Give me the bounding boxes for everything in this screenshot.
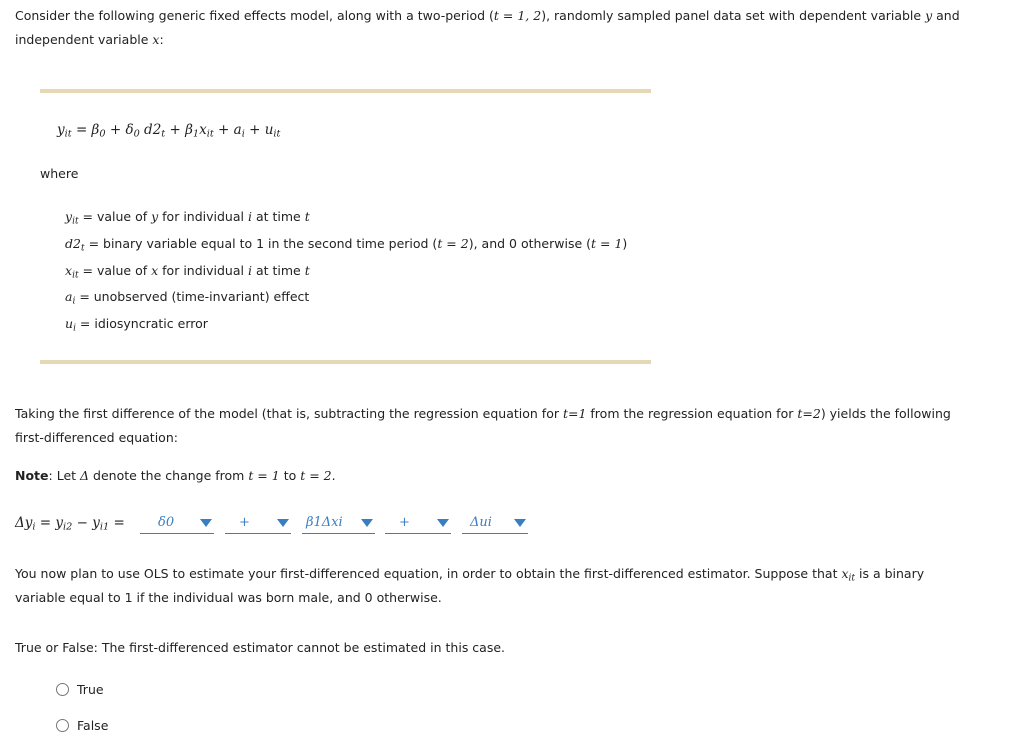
def-text-2: ), and 0 otherwise ( <box>468 236 592 251</box>
def-text: = unobserved (time-invariant) effect <box>75 289 310 304</box>
note-label: Note <box>15 468 49 483</box>
def-symbol: $d2_t$ <box>65 236 85 254</box>
y-symbol: y <box>925 8 933 23</box>
top-rule <box>40 89 651 93</box>
eq-subscript: i <box>241 128 245 140</box>
diff-text: Taking the first difference of the model (that is, subtracting the regression equation for <box>15 406 563 421</box>
def-t: t <box>304 209 310 224</box>
dropdown-operator-2[interactable] <box>385 512 451 534</box>
note <box>15 464 1005 488</box>
dropdown-value: δ0 <box>158 515 175 530</box>
def-cond-1: t = 2 <box>437 236 469 251</box>
note-text-3: to <box>279 468 301 483</box>
eq-term: + u <box>244 122 274 138</box>
note-to: t = 2 <box>300 468 332 483</box>
x-symbol: x <box>152 32 160 47</box>
eq-term: y <box>57 122 65 138</box>
question-text: True or False: The first-differenced estimator cannot be estimated in this case. <box>15 640 506 655</box>
def-i: i <box>247 263 252 278</box>
eq-subscript: it <box>64 128 72 140</box>
x-symbol: x <box>841 566 849 581</box>
def-text-3: at time <box>251 263 305 278</box>
eq-1: =1 <box>568 406 587 421</box>
definition-u <box>65 316 208 332</box>
intro-text-3: and <box>932 8 960 23</box>
dropdown-term-2[interactable] <box>302 512 375 534</box>
def-text: = binary variable equal to 1 in the second time period ( <box>84 236 438 251</box>
option-label: True <box>77 682 104 697</box>
ols-text-2: is a binary <box>855 566 925 581</box>
equals: = <box>35 515 56 531</box>
eq-term: x <box>199 122 207 138</box>
t-symbol: t <box>562 406 568 421</box>
note-from: t = 1 <box>248 468 280 483</box>
eq-term: = β <box>71 122 100 138</box>
intro-line-2: independent variable <box>15 32 153 47</box>
periods: 1, 2 <box>517 8 542 23</box>
def-var: x <box>151 263 159 278</box>
intro-text: Consider the following generic fixed effects model, along with a two-period ( <box>15 8 494 23</box>
definition-d2 <box>65 236 627 252</box>
chevron-down-icon <box>361 519 373 527</box>
dropdown-value: + <box>399 515 410 530</box>
y2-sub: i2 <box>63 521 73 533</box>
dropdown-value: + <box>239 515 250 530</box>
def-var: y <box>151 209 159 224</box>
eq-subscript: 0 <box>99 128 106 140</box>
equals: = <box>498 8 518 23</box>
eq-term: + δ <box>105 122 134 138</box>
radio-button[interactable] <box>56 719 69 732</box>
equals-2: = <box>109 515 125 531</box>
def-symbol: $y_{it}$ <box>65 209 79 227</box>
eq-term: + a <box>213 122 242 138</box>
note-text: : Let <box>48 468 81 483</box>
t-symbol: t <box>493 8 499 23</box>
y1-sub: i1 <box>99 521 110 533</box>
chevron-down-icon <box>200 519 212 527</box>
intro-text-2: ), randomly sampled panel data set with dependent variable <box>541 8 926 23</box>
bottom-rule <box>40 360 651 364</box>
eq-subscript: t <box>161 128 166 140</box>
dropdown-term-1[interactable] <box>140 512 214 534</box>
eq-subscript: 0 <box>133 128 140 140</box>
chevron-down-icon <box>437 519 449 527</box>
eq-subscript: it <box>273 128 281 140</box>
eq-subscript: 1 <box>192 128 200 140</box>
t-symbol-2: t <box>797 406 803 421</box>
note-text-2: denote the change from <box>89 468 249 483</box>
dropdown-operator-1[interactable] <box>225 512 291 534</box>
definition-a <box>65 289 309 305</box>
colon: : <box>159 32 164 47</box>
def-symbol: $x_{it}$ <box>65 263 79 281</box>
chevron-down-icon <box>514 519 526 527</box>
difference-paragraph <box>15 402 1005 450</box>
y2: y <box>55 515 64 531</box>
dropdown-value: Δui <box>470 515 492 530</box>
def-text-3: ) <box>622 236 628 251</box>
definition-y <box>65 209 310 225</box>
def-symbol: $a_i$ <box>65 289 76 307</box>
ols-line-2: variable equal to 1 if the individual was born male, and 0 otherwise. <box>15 590 442 605</box>
y1: y <box>92 515 100 531</box>
def-text: = idiosyncratic error <box>75 316 208 331</box>
lhs-sub: i <box>32 521 36 533</box>
minus: − <box>72 515 93 531</box>
dropdown-value: β1Δxi <box>306 515 343 530</box>
diff-text-2: from the regression equation for <box>586 406 798 421</box>
def-text-2: for individual <box>158 209 248 224</box>
def-text: = value of <box>78 209 152 224</box>
def-i: i <box>247 209 252 224</box>
intro-paragraph <box>15 4 1005 52</box>
option-false[interactable] <box>56 718 108 733</box>
eq-term: d2 <box>139 122 162 138</box>
option-label: False <box>77 718 109 733</box>
def-t: t <box>304 263 310 278</box>
eq-term: + β <box>165 122 193 138</box>
delta-symbol: Δ <box>80 468 90 483</box>
model-equation <box>57 122 280 138</box>
where-label: where <box>40 166 79 181</box>
x-sub: it <box>848 573 856 584</box>
ols-paragraph <box>15 562 1005 610</box>
chevron-down-icon <box>277 519 289 527</box>
diff-text-3: ) yields the following <box>820 406 951 421</box>
def-cond-2: t = 1 <box>591 236 623 251</box>
def-text-2: for individual <box>158 263 248 278</box>
diff-line-2: first-differenced equation: <box>15 430 178 445</box>
note-text-4: . <box>331 468 336 483</box>
eq-subscript: it <box>206 128 214 140</box>
def-text-3: at time <box>251 209 305 224</box>
dropdown-term-3[interactable] <box>462 512 528 534</box>
lhs-y: y <box>24 515 33 531</box>
definition-x <box>65 263 310 279</box>
fd-equation-lhs <box>15 515 125 531</box>
def-text: = value of <box>78 263 152 278</box>
def-symbol: $u_i$ <box>65 316 76 334</box>
eq-2: =2 <box>802 406 821 421</box>
radio-button[interactable] <box>56 683 69 696</box>
option-true[interactable] <box>56 682 104 697</box>
ols-text: You now plan to use OLS to estimate your first-differenced equation, in order to obtain the first-differenced estimator. Suppose that <box>15 566 842 581</box>
lhs-delta: Δ <box>15 515 25 531</box>
